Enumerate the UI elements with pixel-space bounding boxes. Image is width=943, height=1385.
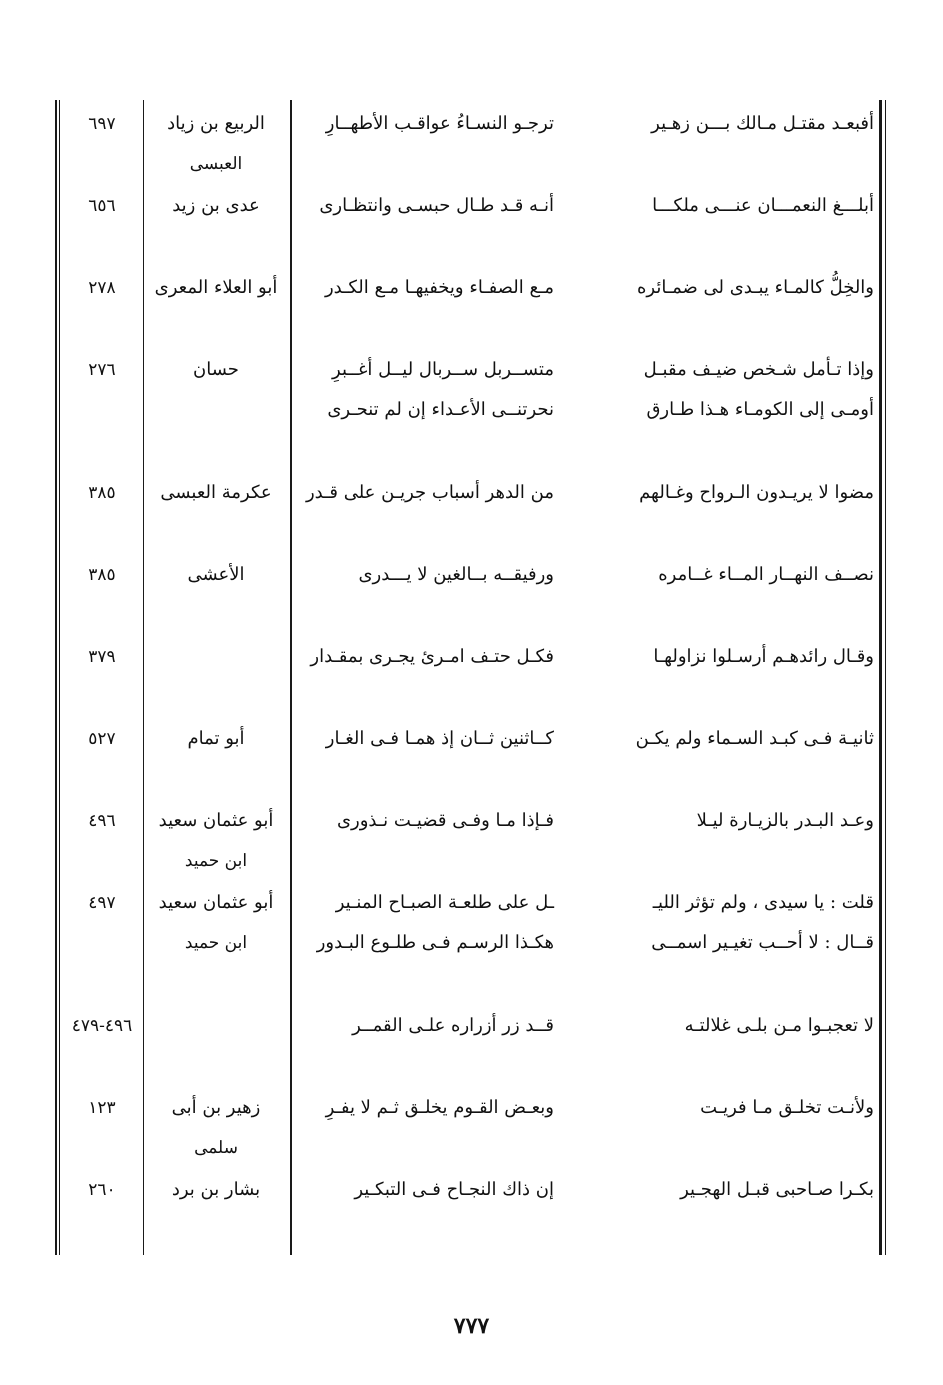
page-reference: ٢٧٦ [88,360,116,380]
first-hemistich: وإذا تـأمل شـخص ضيـف مقبـل [643,359,874,380]
page-reference: ٦٥٦ [88,196,116,216]
second-hemistich: ترجـو النسـاءُ عواقـب الأطهــارِ [325,113,554,134]
page-reference: ٥٢٧ [88,729,116,749]
page-reference: ٤٩٦ [88,811,116,831]
first-hemistich: وقـال رائدهـم أرسـلوا نزاولهـا [653,646,874,667]
page-reference: ٣٨٥ [88,565,116,585]
first-hemistich: وعـد البـدر بالزيـارة ليـلا [696,810,874,831]
column-divider-page [143,100,144,1255]
second-hemistich: ـل على طلعـة الصبـاح المنـير [335,892,554,913]
poet-name: أبو العلاء المعرى [154,277,278,298]
first-hemistich: قــال : لا أحــب تغيـير اسمــى [651,932,874,953]
table-rule-left-inner [59,100,60,1255]
poet-name-continued: ابن حميد [184,933,248,953]
table-rule-right-inner [885,100,886,1255]
poet-name: أبو عثمان سعيد [158,892,274,913]
second-hemistich: فـإذا مـا وفـى قضيـت نـذورى [336,810,554,831]
poet-name: زهير بن أبى [171,1097,261,1118]
second-hemistich: كــاثنين ثــان إذ همـا فـى الغـار [325,728,554,749]
first-hemistich: مضوا لا يريـدون الـرواح وغـالهم [639,482,874,503]
poet-name-continued: العبسى [189,154,243,174]
column-divider-verse [290,100,292,1255]
page-number: ٧٧٧ [453,1313,490,1339]
poet-name: أبو تمام [187,728,245,749]
second-hemistich: مـع الصفـاء ويخفيهـا مـع الكـدر [324,277,554,298]
page-reference: ١٢٣ [88,1098,116,1118]
second-hemistich: إن ذاك النجـاح فـى التبكـير [354,1179,554,1200]
poet-name: عدى بن زيد [172,195,260,216]
first-hemistich: أومـى إلى الكومـاء هـذا طـارق [646,399,874,420]
first-hemistich: لا تعجبـوا مـن بلـى غلالتـه [684,1015,874,1036]
second-hemistich: هكـذا الرسـم فـى طلـوع البـدور [316,932,554,953]
page-reference: ٦٩٧ [88,114,116,134]
poet-name: الأعشى [187,564,245,585]
table-rule-right-outer [879,100,882,1255]
page-reference: ٤٩٦-٤٧٩ [71,1016,133,1036]
page-reference: ٢٧٨ [88,278,116,298]
poet-name: عكرمة العبسى [160,482,272,503]
page-reference: ٣٨٥ [88,483,116,503]
poet-name: الربيع بن زياد [167,113,265,134]
poet-name-continued: ابن حميد [184,851,248,871]
poet-name: حسان [193,359,239,380]
first-hemistich: أبلـــغ النعمـــان عنـــى ملكـــا [652,195,874,216]
page-reference: ٣٧٩ [88,647,116,667]
table-rule-left-outer [55,100,57,1255]
poet-name: أبو عثمان سعيد [158,810,274,831]
second-hemistich: نحرتنــى الأعـداء إن لم تنحـرى [327,399,554,420]
page-reference: ٤٩٧ [88,893,116,913]
first-hemistich: قلت : يا سيدى ، ولم تؤثر الليـ [652,892,874,913]
first-hemistich: بكـرا صـاحبى قبـل الهجـير [680,1179,874,1200]
second-hemistich: من الدهر أسباب جريـن على قـدر [305,482,554,503]
first-hemistich: والخِلُّ كالمـاء يبـدى لى ضمـائره [636,277,874,298]
first-hemistich: نصــف النهــار المــاء غــامره [658,564,874,585]
first-hemistich: ولأنـت تخلـق مـا فريـت [700,1097,874,1118]
first-hemistich: ثانيـة فـى كبـد السـماء ولم يكـن [635,728,874,749]
poet-name: بشار بن برد [171,1179,261,1200]
poet-name-continued: سلمى [194,1138,238,1158]
second-hemistich: أنـه قـد طـال حبسـى وانتظـارى [319,195,554,216]
page-reference: ٢٦٠ [88,1180,116,1200]
second-hemistich: وبعـض القـوم يخلـق ثـم لا يفـرِ [325,1097,554,1118]
first-hemistich: أفبعـد مقتـل مـالك بـــن زهـير [651,113,874,134]
second-hemistich: متســربل ســربال ليــل أغــبرِ [332,359,554,380]
second-hemistich: ورفيقــه بــالغين لا يـــدرى [358,564,554,585]
second-hemistich: قــد زر أزراره علـى القمــر [352,1015,554,1036]
second-hemistich: فكـل حتـف امـرئ يجـرى بمقـدار [310,646,554,667]
